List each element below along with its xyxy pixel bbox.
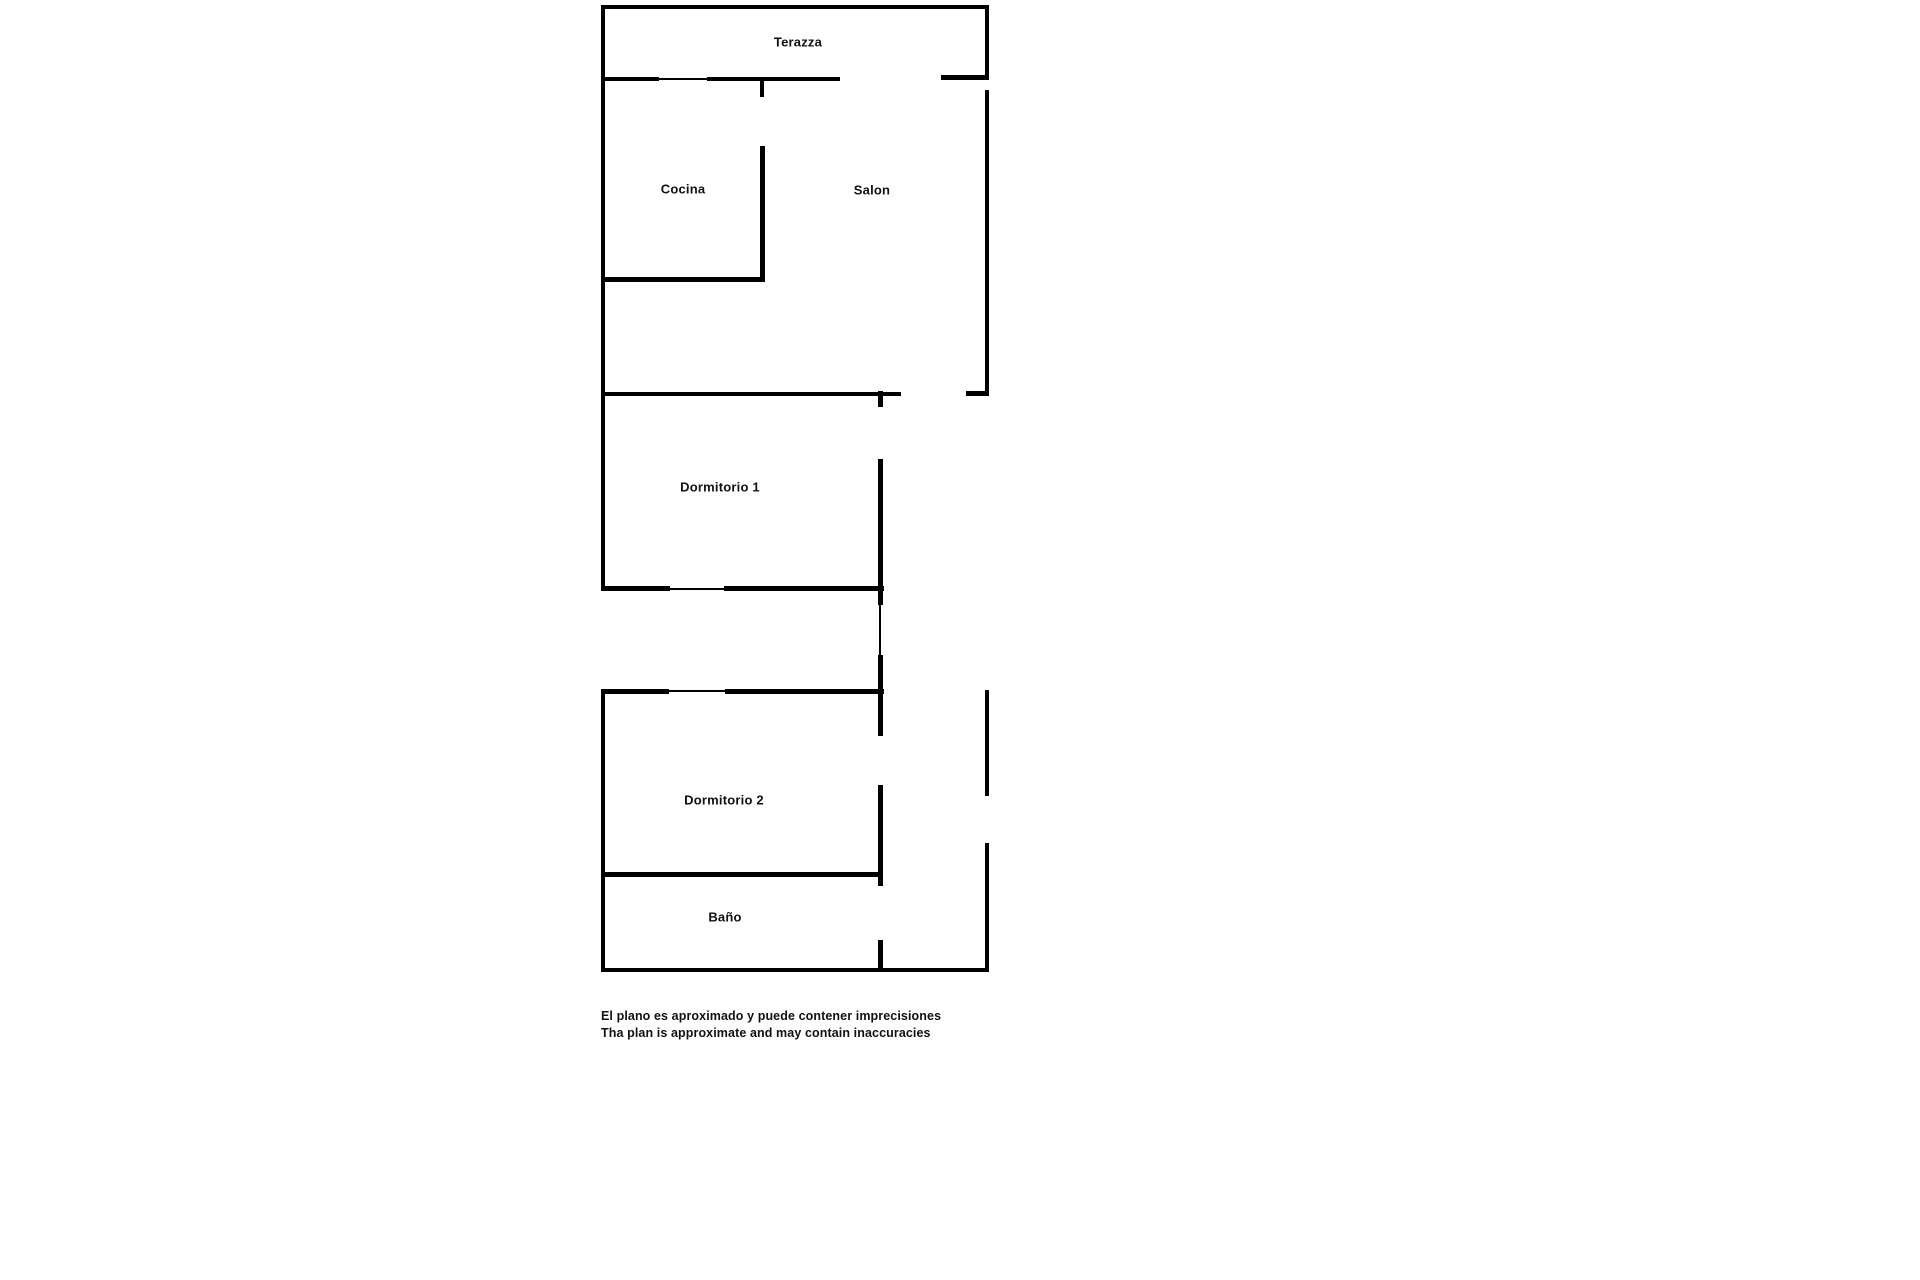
wall-kitchen-right-lower bbox=[760, 146, 765, 280]
wall-outer-top bbox=[601, 5, 989, 9]
wall-outer-right-mid bbox=[985, 690, 989, 796]
wall-outer-left-salon bbox=[601, 81, 605, 394]
wall-outer-left-bathroom bbox=[601, 872, 605, 972]
wall-outer-right-salon bbox=[985, 90, 989, 393]
wall-corridor-right-lower bbox=[878, 655, 883, 736]
wall-bedroom1-bottom-door bbox=[670, 588, 724, 590]
wall-hall-top-right bbox=[966, 391, 989, 396]
wall-kitchen-right-upper bbox=[760, 77, 764, 97]
wall-terrace-bottom-right bbox=[941, 75, 989, 80]
wall-outer-left-bedroom2 bbox=[601, 689, 605, 876]
wall-bedroom2-top-door bbox=[669, 690, 725, 692]
wall-bedroom2-top-right bbox=[725, 689, 884, 694]
wall-corridor-right-door bbox=[879, 605, 881, 655]
wall-terrace-bottom-left bbox=[601, 77, 659, 81]
wall-bedroom1-bottom-right bbox=[724, 586, 884, 591]
room-label-kitchen: Cocina bbox=[660, 181, 706, 197]
wall-bedroom1-right bbox=[878, 459, 883, 591]
room-label-bedroom-2: Dormitorio 2 bbox=[684, 792, 764, 808]
disclaimer-english: Tha plan is approximate and may contain inaccuracies bbox=[601, 1026, 931, 1040]
wall-terrace-bottom-door bbox=[659, 78, 707, 80]
room-label-bathroom: Baño bbox=[708, 909, 742, 925]
wall-bedroom2-top-left bbox=[601, 689, 669, 694]
wall-outer-right-upper bbox=[985, 5, 989, 76]
wall-terrace-bottom-mid bbox=[707, 77, 840, 81]
wall-bedroom1-bottom-left bbox=[601, 586, 670, 591]
wall-outer-left-bedroom1 bbox=[601, 396, 605, 590]
wall-outer-left-terrace bbox=[601, 5, 605, 81]
wall-outer-right-lower bbox=[985, 843, 989, 972]
wall-corridor-right bbox=[878, 591, 883, 605]
wall-bedroom2-right bbox=[878, 785, 883, 886]
wall-bedroom1-right-stub bbox=[878, 391, 883, 407]
wall-bedroom2-bottom bbox=[601, 872, 883, 877]
wall-hall-top bbox=[601, 392, 901, 396]
room-label-living: Salon bbox=[853, 182, 891, 198]
room-label-bedroom-1: Dormitorio 1 bbox=[680, 479, 760, 495]
disclaimer-spanish: El plano es aproximado y puede contener imprecisiones bbox=[601, 1009, 942, 1023]
wall-kitchen-bottom bbox=[601, 277, 765, 282]
wall-outer-bottom bbox=[601, 968, 989, 972]
room-label-terrace: Terazza bbox=[773, 34, 823, 50]
